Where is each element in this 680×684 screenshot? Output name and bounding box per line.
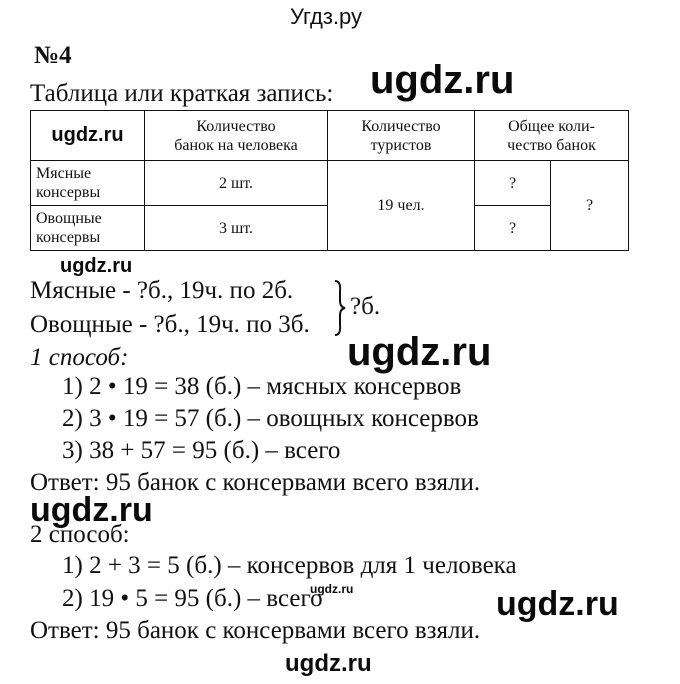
answer: Ответ: 95 банок с консервами всего взяли. [30,617,481,644]
header-text: Количество [196,117,276,135]
solution-step: 3) 38 + 57 = 95 (б.) – всего [62,437,341,464]
short-note-line: Мясные - ?б., 19ч. по 2б. [30,277,294,304]
table-row [31,161,629,206]
watermark: ugdz.ru [30,491,153,529]
cell-grand-total: ? [551,161,629,251]
solution-step: 1) 2 + 3 = 5 (б.) – консервов для 1 человека [62,552,517,579]
watermark: ugdz.ru [370,58,515,102]
short-note-line: Овощные - ?б., 19ч. по 3б. [30,311,310,338]
table-header-row [31,111,629,161]
row-label: Овощные консервы [31,206,145,251]
watermark: ugdz.ru [310,582,354,596]
watermark: ugdz.ru [496,585,619,623]
table-header-cell [475,111,629,161]
watermark: ugdz.ru [51,123,124,146]
brace-label: ?б. [350,293,381,320]
solution-step: 1) 2 • 19 = 38 (б.) – мясных консервов [62,373,462,400]
solution-step: 2) 19 • 5 = 95 (б.) – всего [62,585,323,612]
brace-icon [332,279,346,337]
header-text: чество банок [507,136,596,154]
row-label: Мясные консервы [31,161,145,206]
task-number: №4 [34,42,72,69]
method-title: 2 способ: [30,521,130,548]
table-header-cell [145,111,328,161]
table-corner-cell [31,111,145,161]
table-header-cell [328,111,475,161]
answer: Ответ: 95 банок с консервами всего взяли. [30,469,481,496]
watermark: ugdz.ru [60,255,133,277]
site-title: Угдз.ру [290,4,363,29]
header-text: туристов [370,136,432,154]
task-intro: Таблица или краткая запись: [30,80,334,107]
data-table [30,110,629,251]
method-title: 1 способ: [30,344,129,371]
cell-total: ? [475,206,551,251]
watermark: ugdz.ru [347,330,492,374]
cell-per-person: 2 шт. [145,161,328,206]
watermark: ugdz.ru [285,650,372,677]
cell-total: ? [475,161,551,206]
header-text: Количество [361,117,441,135]
header-text: Общее коли- [508,117,595,135]
solution-step: 2) 3 • 19 = 57 (б.) – овощных консервов [62,405,479,432]
header-text: банок на человека [174,136,298,154]
cell-per-person: 3 шт. [145,206,328,251]
cell-tourists: 19 чел. [328,161,475,251]
